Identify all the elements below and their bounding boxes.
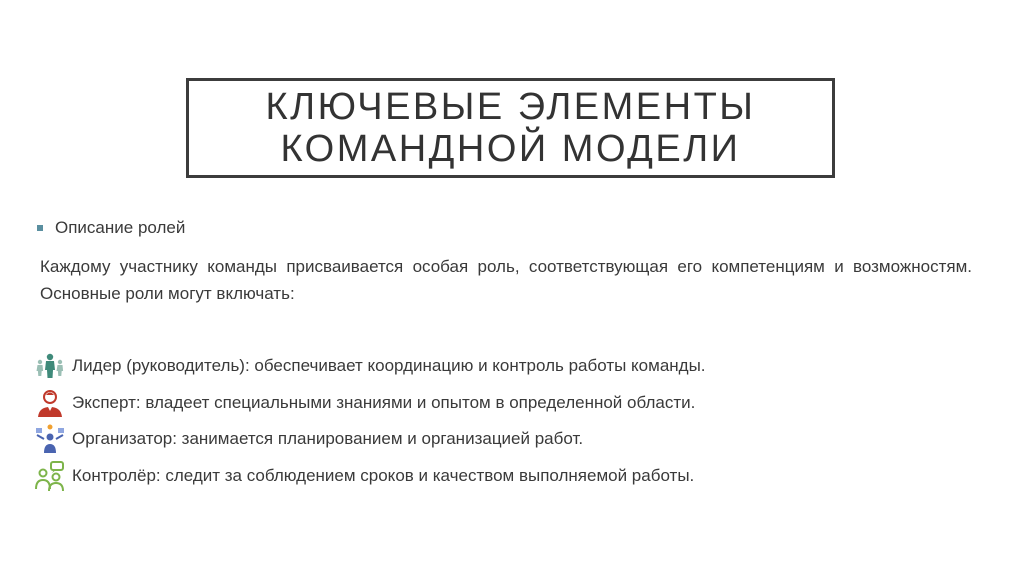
organizer-icon	[34, 423, 66, 455]
title-line-2: КОМАНДНОЙ МОДЕЛИ	[280, 128, 741, 170]
square-bullet-icon	[37, 225, 43, 231]
role-text: Контролёр: следит за соблюдением сроков и качеством выполняемой работы.	[72, 465, 695, 485]
controller-icon	[34, 460, 66, 492]
title-box	[186, 78, 835, 178]
bullet-text: Описание ролей	[55, 218, 186, 237]
role-text: Эксперт: владеет специальными знаниями и опытом в определенной области.	[72, 392, 696, 412]
list-item	[34, 385, 706, 422]
team-leader-icon	[34, 350, 66, 382]
bullet-roles-description	[37, 218, 185, 238]
list-item	[34, 421, 706, 458]
expert-person-icon	[34, 387, 66, 419]
title-line-1: КЛЮЧЕВЫЕ ЭЛЕМЕНТЫ	[265, 86, 756, 128]
intro-paragraph: Каждому участнику команды присваивается особая роль, соответствующая его компетенциям и возможностям. Основные роли могут включать:	[40, 257, 972, 303]
slide-title	[266, 86, 756, 170]
role-text: Лидер (руководитель): обеспечивает координацию и контроль работы команды.	[72, 356, 706, 376]
list-item	[34, 458, 706, 495]
role-text: Организатор: занимается планированием и организацией работ.	[72, 429, 584, 449]
list-item	[34, 348, 706, 385]
roles-list	[34, 348, 706, 494]
